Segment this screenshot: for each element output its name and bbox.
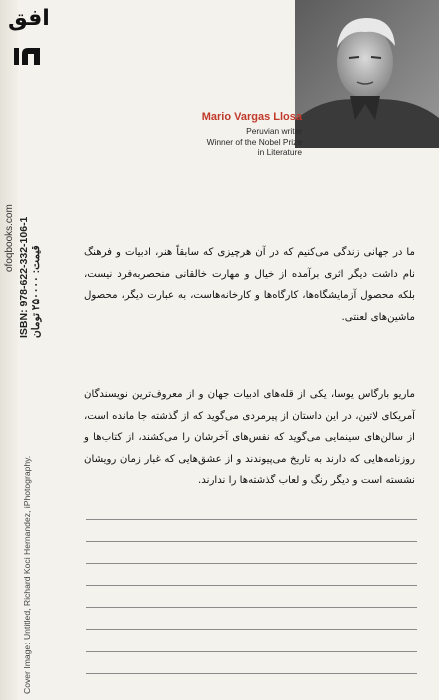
writing-line	[86, 519, 417, 520]
author-photo	[295, 0, 439, 148]
writing-line	[86, 585, 417, 586]
blurb-paragraph-1: ما در جهانی زندگی می‌کنیم که در آن هرچیزی که سابقاً هنر، ادبیات و فرهنگ نام داشت دیگر اثری برآمده از خیال و مهارت خالقانی منحصربه‌فرد نیست، بلکه محصول آزمایشگاه‌ها، کارگاه‌ها و کارخانه‌هاست، به عبارت دیگر، محصول ماشین‌های لعنتی.	[84, 247, 415, 323]
author-desc-line: in Literature	[257, 147, 302, 157]
author-name: Mario Vargas Llosa	[201, 111, 302, 123]
blurb-paragraph-2: ماریو بارگاس یوسا، یکی از قله‌های ادبیات جهان و از معروف‌ترین نویسندگان آمریکای لاتین، در این داستان از پیرمردی می‌گوید که از گذشته جا مانده است، از سالن‌های سینمایی می‌گوید که نفس‌های آخرشان را می‌کشند، از کتاب‌ها و روزنامه‌هایی که دارند به تاریخ می‌پیوندند و از عشق‌هایی که غبار زمان رویشان نشسته است و دیگر رنگ و لعاب گذشته‌ها را ندارند.	[84, 389, 415, 486]
writing-line	[86, 563, 417, 564]
publisher-logo-text: افق	[8, 6, 50, 31]
author-info	[152, 111, 302, 158]
writing-line	[86, 541, 417, 542]
website-text: ofoqbooks.com	[4, 204, 15, 272]
price-text: قیمت: ۲۵۰۰۰۰ تومان	[30, 245, 42, 338]
writing-line	[86, 629, 417, 630]
isbn-text: ISBN: 978-622-332-106-1	[18, 216, 30, 338]
isbn-block	[18, 217, 42, 338]
publisher-logo-mark	[12, 44, 42, 66]
author-desc-line: Peruvian writer	[246, 126, 302, 136]
spine-edge	[0, 0, 18, 700]
writing-line	[86, 607, 417, 608]
writing-line	[86, 673, 417, 674]
cover-credit: Cover Image: Untitled, Richard Koci Hernandez, iPhotography.	[22, 455, 32, 694]
author-portrait-image	[295, 0, 439, 148]
author-desc-line: Winner of the Nobel Prize	[206, 136, 302, 147]
writing-line	[86, 651, 417, 652]
